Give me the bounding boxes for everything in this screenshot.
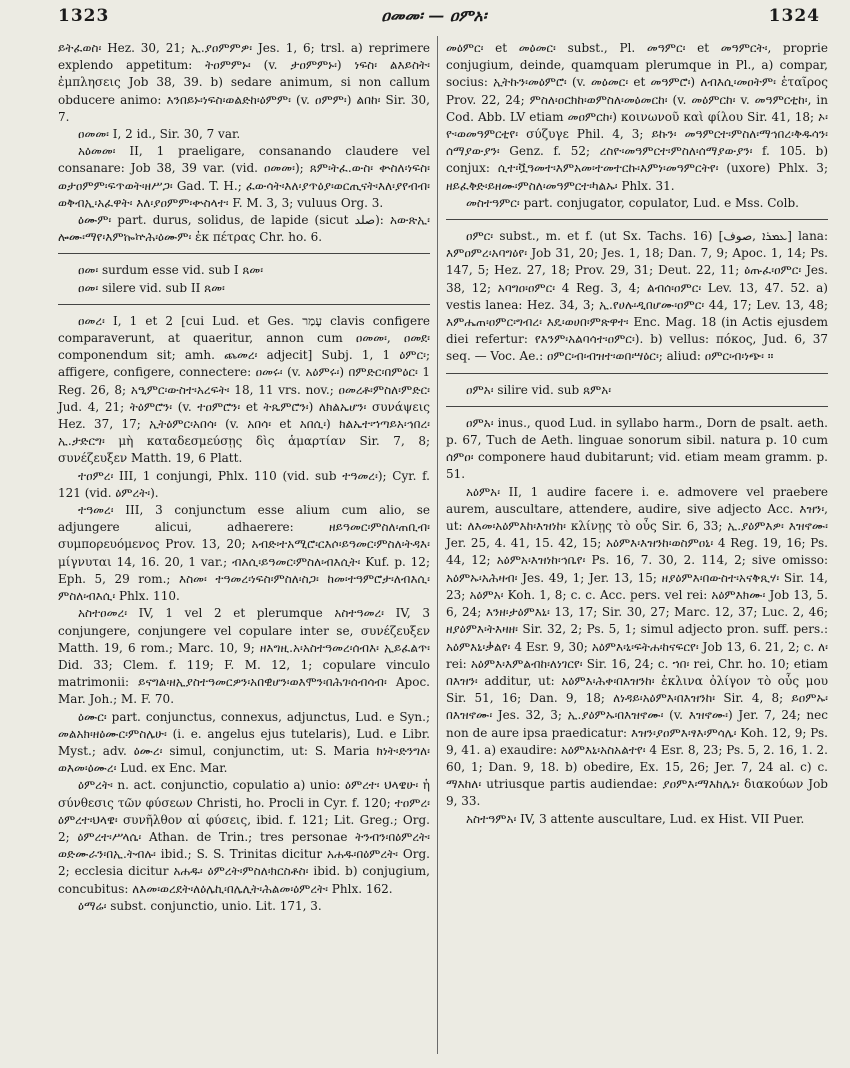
column-divider [437, 36, 438, 1054]
section-divider [446, 219, 828, 220]
dictionary-entry: ይትፈወስ፡ Hez. 30, 21; ኢ.ያዐምምዎ፡ Jes. 1, 6; trsl. a) reprimere explendo appetitum: ትዐምምኑ፡ (v. ታዐምምኑ፡) ነፍስ፡ ልእይስት፡ ἐμπλησεις Job 38, 39. b) sedare animum, si non callum obducere animo: እንበይኑ፡ነፍስ፡ወልድከ፡ዕምም፡ (v. ዐምም፡) ልበከ፡ Sir. 30, 7. [58, 41, 430, 124]
dictionary-entry: አስተዓምአ፡ IV, 3 attente auscultare, Lud. ex Hist. VII Puer. [466, 811, 805, 826]
dictionary-entry: ዕሙር፡ part. conjunctus, connexus, adjunctus, Lud. e Syn.; መልአክ፡ዘዕሙር፡ምስሌሁ፡ (i. e. angelus ejus tutelaris), Lud. e Libr. Myst.; adv. ዕሙረ፡ simul, conjunctim, ut: S. Maria ክነት፡ድንግለ፡ወእመ፡ዕሙረ፡ Lud. ex Enc. Mar. [58, 709, 430, 776]
dictionary-entry: ዕሙም፡ part. durus, solidus, de lapide (sicut صلد): አውጽኢ፡ሎሙ፡ማየ፡እምኰኵሕ፡ዕሙም፡ ἐκ πέτρας Chr. ho. 6. [58, 213, 431, 245]
dictionary-entry: ዕማሬ፡ subst. conjunctio, unio. Lit. 171, 3. [78, 898, 322, 913]
dictionary-entry: ተዓመረ፡ III, 3 conjunctum esse alium cum alio, se adjungere alicui, adhaerere: ዘይዓመር፡ምስለ፡ጠቢብ፡ συμπορευόμενος Prov. 13, 20; አብድ፡ተአሚሮ፡ርእሶ፡ይዓመር፡ምስለ፡ትዳእ፡ μίγνυται 14, 16. 20, 1 var.; ብእሲ፡ይዓመር፡ምስለ፡ብእሲት፡ Kuf. p. 12; Eph. 5, 29 rom.; እስመ፡ ተዓመረ፡ነፍስ፡ምስለ፡ስጋ፡ ከመ፡ተዓምሮታ፡ለብእሲ፡ ምስለ፡ብእሲ፡ Phlx. 110. [58, 503, 430, 604]
dictionary-entry: ዐመ፡ surdum esse vid. sub I ጸመ፡ [78, 263, 264, 278]
right-column [446, 40, 828, 828]
left-column [58, 40, 430, 915]
dictionary-entry: አስተዐመረ፡ IV, 1 vel 2 et plerumque አስተዓመረ፡ IV, 3 conjungere, conjungere vel copulare inter se, συνέζευξεν Matth. 19, 6 rom.; Marc. 10, 9; ዘእግዚ.አ፡አስተዓመረ፡ሰብእ፡ ኢይፈልጥ፡ Did. 33; Clem. f. 119; F. M. 12, 1; copulare vinculo matrimonii: ይናግል፡ዘኢያስተዓመርዎን፡አበዊሆን፡ወእሞን፡በሕገ፡ሰብሳብ፡ Apoc. Mar. Joh.; M. F. 70. [58, 606, 430, 707]
running-title: ዐመመ፡ — ዐምአ፡ [381, 6, 487, 25]
dictionary-entry: ዐምአ፡ silire vid. sub ጸምአ፡ [466, 382, 612, 397]
dictionary-entry: አዕምአ፡ II, 1 audire facere i. e. admovere vel praebere aurem, auscultare, attendere, audire, sive adjecto Acc. እዝን፡, ut: ለእመ፡አዕምእከ፡እዝነከ፡ κλίνῃς τὸ οὖς Sir. 6, 33; ኢ.ያዕምእዎ፡ እዝኖሙ፡ Jer. 25, 4. 41, 15. 42, 15; አዕምእ፡እዝንከ፡ወስምዐኒ፡ 4 Reg. 19, 16; Ps. 44, 12; አዕምአ፡እዝነከ፡ኅቤየ፡ Ps. 16, 7. 30, 2. 114, 2; sive omisso: አዕምኡ፡አሕዛብ፡ Jes. 49, 1; Jer. 13, 15; ዘያዕምእ፡በውስተ፡አናቅጺሃ፡ Sir. 14, 23; አዕምአ፡ Koh. 1, 8; c. c. Acc. pers. vel rei: አዕምእክሙ፡ Job 13, 5. 6, 24; እንዘ፡ታዕምእኒ፡ 13, 17; Sir. 30, 27; Marc. 12, 37; Luc. 2, 46; ዘያዕምእ፡ትእዛዘ፡ Sir. 32, 2; Ps. 5, 1; simul adjecto pron. suff. pers.: አዕምእኒ፡ቃልየ፡ 4 Esr. 9, 30; አዕምእ፡ኒ፡ፍትሐ፡ከናፍርየ፡ Job 13, 6. 21, 2; c. ለ፡ rei: አዕምእ፡እምልብከ፡ለነገርየ፡ Sir. 16, 24; c. ኀበ፡ rei, Chr. ho. 10; etiam በእዝን፡ additur, ut: አዕምእ፡ሕቀ፡በእዝንከ፡ ἐκλινα ὀλίγον τὸ οὖς μου Sir. 51, 16; Dan. 9, 18; ለነዳይ፡አዕምእ፡በእዝንከ፡ Sir. 4, 8; ይዐምኡ፡በእዝኖሙ፡ Jes. 32, 3; ኢ.ያዕምኡ፡በእዝኖሙ፡ (v. እዝኖሙ፡) Jer. 7, 24; nec non de aure ipsa praedicatur: እዝን፡ያዐምእ፡ፃእ፡ምሳሌ፡ Koh. 12, 9; Ps. 9, 41. a) exaudire: አዕምእኒ፡አስአልተየ፡ 4 Esr. 8, 23; Ps. 5, 2. 16, 1. 2. 60, 1; Dan. 9, 18. b) obedire, Ex. 15, 26; Jer. 7, 24 al. c) c. ማእከለ፡ utriusque partis audiendae: ያዐምእ፡ማእከሌነ፡ διακούων Job 9, 33. [446, 484, 828, 809]
dictionary-entry: ተዐምረ፡ III, 1 conjungi, Phlx. 110 (vid. sub ተዓመረ፡); Cyr. f. 121 (vid. ዕምረት፡). [58, 468, 430, 500]
section-divider [58, 253, 430, 254]
dictionary-entry: ዐምር፡ subst., m. et f. (ut Sx. Tachs. 16) [ܥܡܪܐ ,صوف] lana: እምዐምረ፡አባግዕየ፡ Job 31, 20; Jes. 1, 18; Dan. 7, 9; Apoc. 1, 14; Ps. 147, 5; Hez. 27, 18; Prov. 29, 31; Deut. 22, 11; ዕጡፈ፡ዐምር፡ Jes. 38, 12; አባግዐ፡ዐምር፡ 4 Reg. 3, 4; ልብሰ፡ዐምር፡ Lev. 13, 47. 52. a) vestis lanea: Hez. 34, 3; ኢ.የሀሉ፡ዲበሆሙ፡ዐምር፡ 44, 17; Lev. 13, 48; እምሔጠ፡ዐምር፡ግብረ፡ እዴ፡ወሀበ፡ምጽዋተ፡ Enc. Mag. 18 (in Actis ejusdem diei refertur: የእንም፡አልባሳተ፡ዐምር፡). b) vellus: πόκος, Jud. 6, 37 seq. — Voc. Ae.: ዐምር፡ብ፡ብዝተ፡ወበ፡ሣዕር፡; aliud: ዐምር፡ብ፡ነጭ፡ ። [446, 229, 828, 364]
section-divider [446, 373, 828, 374]
dictionary-entry: ዐመመ፡ I, 2 id., Sir. 30, 7 var. [78, 127, 241, 142]
dictionary-entry: መስተዓምር፡ part. conjugator, copulator, Lud. e Mss. Colb. [466, 195, 799, 210]
dictionary-entry: መዕምር፡ et መዕመር፡ subst., Pl. መዓምር፡ et መዓምርት፡, proprie conjugium, deinde, quamquam plerumque in Pl., a) compar, socius: ኢትኩን፡መዕምሮ፡ (v. መዕመር፡ et መዓምሮ፡) ለብእሲ፡መዐትም፡ ἑταῖρος Prov. 22, 24; ምስለ፡ዐርክከ፡ወምስለ፡መዕመርከ፡ (v. መዕምርከ፡ v. መዓምርቲከ፡, in Cod. Abb. LV etiam መዐምርከ፡) κοινωνοῦ καὶ φίλου Sir. 41, 18; ኦ፡ዮ፡ወመዓምርቲየ፡ σύζυγε Phil. 4, 3; ይኩን፡ መዓምርተ፡ምስለ፡ማኅበረ፡ቅዱሳን፡ሰማያውያን፡ Genz. f. 52; ረስዮ፡መዓምርተ፡ምስለ፡ሰማያውያን፡ f. 105. b) conjux: ሲተ፡ቯዓመተ፡እምአመ፡ተመተርኩ፡እምነ፡መዓምርትየ፡ (uxore) Phlx. 3; ዘይፈቅድ፡ይዘሙ፡ምስለ፡መዓምርተ፡ካልኡ፡ Phlx. 31. [446, 41, 828, 193]
dictionary-entry: አዕመመ፡ II, 1 praeligare, consanando claudere vel consanare: Job 38, 39 var. (vid. ዐመመ፡); ጸም፡ትፈ.ውስ፡ ቍስለ፡ነፍስ፡ወታዐምም፡ፍጥወት፡ዘሥጋ፡ Gad. T. H.; ፈውሳት፡እለ፡ያጥዕያ፡ወርጢናት፡እለ፡ያየብብ፡ወቅብኢ፡አፈዋት፡ እለ፡ያዐምም፡ቍስላተ፡ F. M. 3, 3; vuluus Org. 3. [58, 144, 430, 210]
section-divider [58, 304, 430, 305]
dictionary-entry: ዐመ፡ silere vid. sub II ጸመ፡ [78, 280, 225, 295]
page-header [38, 6, 830, 34]
dictionary-entry: ዐመረ፡ I, 1 et 2 [cui Lud. et Ges. עָמַר clavis configere comparaverunt, at quaeritur, annon cum ዐመመ፡, ዐመደ፡ componendum sit; amh. ጨመረ፡ adjecit] Subj. 1, 1 ዕምር፡; affigere, configere, connectere: ዐመሩ፡ (v. አዕምሩ፡) በምድር፡በምዕር፡ 1 Reg. 26, 8; አዒምር፡ውስተ፡አረፍት፡ 18, 11 vrs. nov.; ዐመረቶ፡ምስለ፡ምድር፡ Jud. 4, 21; ትዕምሮን፡ (v. ተዐምሮን፡ et ትጼምሮን፡) ለክልኤሆን፡ συνάψεις Hez. 37, 17; ኢትዕምር፡አበሳ፡ (v. አበሳ፡ et አበሲ፡) ክልኤተ፡ኀጣይአ፡ኅበረ፡ኢ.ታድርግ፡ μὴ καταδεσμεύσῃς δὶς ἁμαρτίαν Sir. 7, 8; συνέζευξεν Matth. 19, 6 Platt. [58, 313, 430, 466]
dictionary-entry: ዕምረት፡ n. act. conjunctio, copulatio a) unio: ዕምረተ፡ ህላዌሁ፡ ἡ σύνθεσις τῶν φύσεων Christi, ho. Procli in Cyr. f. 120; ተዐምረ፡ዕምረተ፡ህላዌ፡ συνῆλθον αἱ φύσεις, ibid. f. 121; Lit. Greg.; Org. 2; ዕምረተ፡ሥላሴ፡ Athan. de Trin.; tres personae ትንብን፡በዕምረት፡ወድሙራን፡በኢ.ትብሉ፡ ibid.; S. S. Trinitas dicitur አሐዱ፡በዕምረት፡ Org. 2; ecclesia dicitur አሐዱ፡ ዕምረት፡ምስለ፡ክርስቶስ፡ ibid. b) conjugium, concubitus: ለእመ፡ወረደት፡ለዕሌኪ፡በሌሊት፡ሕልመ፡ዕምረት፡ Phlx. 162. [58, 778, 430, 896]
page-number-right: 1324 [768, 6, 820, 26]
page-number-left: 1323 [58, 6, 110, 26]
section-divider [446, 406, 828, 407]
dictionary-entry: ዐምአ፡ inus., quod Lud. in syllabo harm., Dorn de psalt. aeth. p. 67, Tuch de Aeth. linguae sonorum sibil. natura p. 10 cum ሰምዐ፡ componere haud dubitarunt; vid. etiam meam gramm. p. 51. [446, 415, 828, 482]
